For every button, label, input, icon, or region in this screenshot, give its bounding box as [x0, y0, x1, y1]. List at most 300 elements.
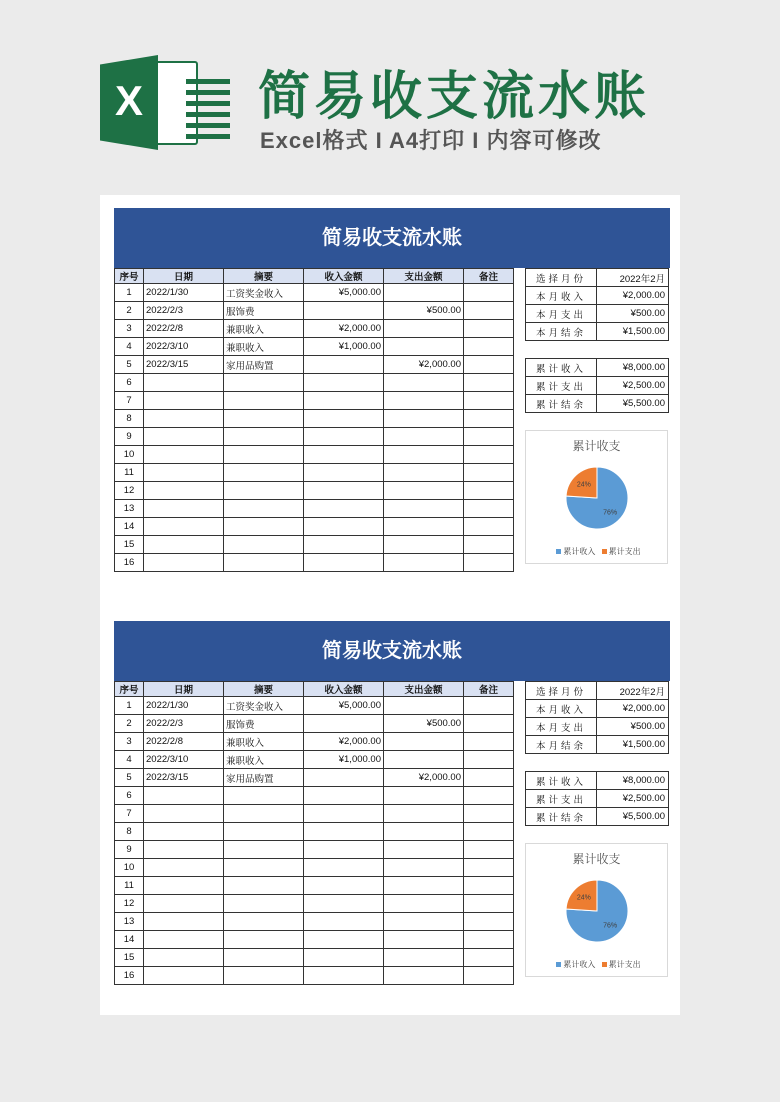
pie-data-label: 76% — [603, 509, 618, 517]
note-cell[interactable] — [464, 554, 514, 572]
description-cell[interactable]: 兼职收入 — [224, 751, 304, 769]
description-cell[interactable] — [224, 931, 304, 949]
legend-label: 累计支出 — [608, 547, 641, 556]
expense-cell[interactable] — [384, 949, 464, 967]
summary-label: 本月结余 — [526, 736, 597, 754]
legend-swatch-expense — [602, 549, 607, 554]
summary-value[interactable]: ¥2,500.00 — [597, 790, 669, 808]
row-number-cell[interactable]: 2 — [115, 302, 144, 320]
expense-cell[interactable]: ¥500.00 — [384, 715, 464, 733]
note-cell[interactable] — [464, 967, 514, 985]
month-summary-row — [526, 736, 669, 754]
note-cell[interactable] — [464, 284, 514, 302]
row-number-cell[interactable]: 12 — [115, 482, 144, 500]
table-row — [115, 500, 514, 518]
table-row — [115, 554, 514, 572]
row-number-cell[interactable]: 11 — [115, 877, 144, 895]
description-cell[interactable]: 服饰费 — [224, 715, 304, 733]
summary-value[interactable]: 2022年2月 — [597, 269, 669, 287]
row-number-cell[interactable]: 5 — [115, 356, 144, 374]
row-number-cell[interactable]: 1 — [115, 697, 144, 715]
row-number-cell[interactable]: 9 — [115, 841, 144, 859]
income-cell[interactable] — [304, 715, 384, 733]
expense-cell[interactable] — [384, 841, 464, 859]
row-number-cell[interactable]: 1 — [115, 284, 144, 302]
expense-cell[interactable] — [384, 518, 464, 536]
row-number-cell[interactable]: 2 — [115, 715, 144, 733]
chart-title: 累计收支 — [572, 439, 621, 453]
summary-value[interactable]: 2022年2月 — [597, 682, 669, 700]
note-cell[interactable] — [464, 464, 514, 482]
description-cell[interactable] — [224, 500, 304, 518]
expense-cell[interactable] — [384, 913, 464, 931]
income-cell[interactable]: ¥5,000.00 — [304, 284, 384, 302]
summary-label: 本月结余 — [526, 323, 597, 341]
summary-label: 累计结余 — [526, 808, 597, 826]
income-cell[interactable] — [304, 895, 384, 913]
expense-cell[interactable] — [384, 967, 464, 985]
excel-logo-icon — [100, 55, 200, 150]
income-cell[interactable] — [304, 769, 384, 787]
description-cell[interactable] — [224, 877, 304, 895]
note-cell[interactable] — [464, 410, 514, 428]
expense-cell[interactable] — [384, 338, 464, 356]
table-row — [115, 374, 514, 392]
date-cell[interactable] — [144, 913, 224, 931]
column-header[interactable]: 收入金额 — [304, 269, 384, 284]
table-row — [115, 769, 514, 787]
expense-cell[interactable] — [384, 931, 464, 949]
expense-cell[interactable] — [384, 823, 464, 841]
table-row — [115, 536, 514, 554]
income-cell[interactable] — [304, 410, 384, 428]
description-cell[interactable] — [224, 464, 304, 482]
expense-cell[interactable] — [384, 554, 464, 572]
chart-legend — [526, 546, 667, 557]
income-cell[interactable] — [304, 787, 384, 805]
date-cell[interactable]: 2022/3/10 — [144, 338, 224, 356]
row-number-cell[interactable]: 16 — [115, 554, 144, 572]
expense-cell[interactable]: ¥2,000.00 — [384, 356, 464, 374]
date-cell[interactable]: 2022/2/8 — [144, 733, 224, 751]
table-row — [115, 697, 514, 715]
row-number-cell[interactable]: 10 — [115, 446, 144, 464]
income-cell[interactable]: ¥1,000.00 — [304, 751, 384, 769]
description-cell[interactable] — [224, 823, 304, 841]
pie-chart-svg — [526, 431, 669, 565]
row-number-cell[interactable]: 15 — [115, 536, 144, 554]
pie-chart — [525, 843, 668, 977]
table-row — [115, 823, 514, 841]
date-cell[interactable] — [144, 374, 224, 392]
row-number-cell[interactable]: 6 — [115, 374, 144, 392]
description-cell[interactable] — [224, 913, 304, 931]
expense-cell[interactable] — [384, 464, 464, 482]
table-row — [115, 356, 514, 374]
date-cell[interactable] — [144, 446, 224, 464]
summary-label: 本月支出 — [526, 305, 597, 323]
income-cell[interactable] — [304, 877, 384, 895]
expense-cell[interactable]: ¥2,000.00 — [384, 769, 464, 787]
income-cell[interactable] — [304, 949, 384, 967]
note-cell[interactable] — [464, 913, 514, 931]
expense-cell[interactable] — [384, 697, 464, 715]
date-cell[interactable] — [144, 500, 224, 518]
summary-value[interactable]: ¥2,000.00 — [597, 287, 669, 305]
income-cell[interactable] — [304, 554, 384, 572]
legend-swatch-income — [556, 549, 561, 554]
description-cell[interactable] — [224, 805, 304, 823]
month-summary-row — [526, 287, 669, 305]
expense-cell[interactable] — [384, 877, 464, 895]
expense-cell[interactable] — [384, 536, 464, 554]
table-row — [115, 392, 514, 410]
table-row — [115, 302, 514, 320]
income-cell[interactable] — [304, 446, 384, 464]
sheet-banner-title: 简易收支流水账 — [114, 208, 670, 268]
date-cell[interactable]: 2022/1/30 — [144, 697, 224, 715]
legend-label: 累计收入 — [563, 547, 596, 556]
date-cell[interactable] — [144, 859, 224, 877]
summary-value[interactable]: ¥1,500.00 — [597, 736, 669, 754]
description-cell[interactable] — [224, 518, 304, 536]
total-summary-row — [526, 359, 669, 377]
table-row — [115, 518, 514, 536]
income-cell[interactable] — [304, 518, 384, 536]
description-cell[interactable] — [224, 967, 304, 985]
income-cell[interactable]: ¥2,000.00 — [304, 320, 384, 338]
note-cell[interactable] — [464, 500, 514, 518]
note-cell[interactable] — [464, 895, 514, 913]
summary-value[interactable]: ¥8,000.00 — [597, 359, 669, 377]
summary-value[interactable]: ¥500.00 — [597, 718, 669, 736]
date-cell[interactable] — [144, 949, 224, 967]
table-row — [115, 931, 514, 949]
date-cell[interactable] — [144, 823, 224, 841]
note-cell[interactable] — [464, 536, 514, 554]
income-cell[interactable] — [304, 841, 384, 859]
income-cell[interactable] — [304, 464, 384, 482]
expense-cell[interactable] — [384, 751, 464, 769]
table-row — [115, 410, 514, 428]
income-cell[interactable]: ¥1,000.00 — [304, 338, 384, 356]
date-cell[interactable]: 2022/2/3 — [144, 302, 224, 320]
pie-data-label: 24% — [576, 481, 591, 489]
description-cell[interactable] — [224, 392, 304, 410]
row-number-cell[interactable]: 9 — [115, 428, 144, 446]
month-summary-row — [526, 269, 669, 287]
total-summary-table — [525, 771, 669, 826]
income-cell[interactable] — [304, 356, 384, 374]
income-cell[interactable] — [304, 374, 384, 392]
row-number-cell[interactable]: 6 — [115, 787, 144, 805]
income-cell[interactable] — [304, 931, 384, 949]
row-number-cell[interactable]: 14 — [115, 518, 144, 536]
date-cell[interactable] — [144, 428, 224, 446]
description-cell[interactable]: 工资奖金收入 — [224, 697, 304, 715]
total-summary-row — [526, 790, 669, 808]
pie-data-label: 76% — [603, 922, 618, 930]
row-number-cell[interactable]: 8 — [115, 823, 144, 841]
expense-cell[interactable] — [384, 284, 464, 302]
row-number-cell[interactable]: 14 — [115, 931, 144, 949]
note-cell[interactable] — [464, 733, 514, 751]
row-number-cell[interactable]: 13 — [115, 913, 144, 931]
date-cell[interactable]: 2022/2/8 — [144, 320, 224, 338]
summary-label: 累计支出 — [526, 790, 597, 808]
summary-label: 选择月份 — [526, 269, 597, 287]
note-cell[interactable] — [464, 518, 514, 536]
note-cell[interactable] — [464, 338, 514, 356]
expense-cell[interactable] — [384, 482, 464, 500]
expense-cell[interactable]: ¥500.00 — [384, 302, 464, 320]
pie-chart — [525, 430, 668, 564]
month-summary-row — [526, 718, 669, 736]
expense-cell[interactable] — [384, 410, 464, 428]
expense-cell[interactable] — [384, 733, 464, 751]
row-number-cell[interactable]: 3 — [115, 733, 144, 751]
table-row — [115, 967, 514, 985]
note-cell[interactable] — [464, 841, 514, 859]
description-cell[interactable] — [224, 949, 304, 967]
date-cell[interactable] — [144, 392, 224, 410]
description-cell[interactable] — [224, 895, 304, 913]
column-header[interactable]: 日期 — [144, 269, 224, 284]
description-cell[interactable]: 工资奖金收入 — [224, 284, 304, 302]
total-summary-row — [526, 808, 669, 826]
table-row — [115, 733, 514, 751]
note-cell[interactable] — [464, 805, 514, 823]
summary-value[interactable]: ¥2,500.00 — [597, 377, 669, 395]
row-number-cell[interactable]: 7 — [115, 392, 144, 410]
summary-value[interactable]: ¥1,500.00 — [597, 323, 669, 341]
row-number-cell[interactable]: 7 — [115, 805, 144, 823]
sheet-banner-title: 简易收支流水账 — [114, 621, 670, 681]
description-cell[interactable] — [224, 554, 304, 572]
expense-cell[interactable] — [384, 320, 464, 338]
row-number-cell[interactable]: 13 — [115, 500, 144, 518]
income-cell[interactable] — [304, 967, 384, 985]
summary-label: 本月收入 — [526, 287, 597, 305]
row-number-cell[interactable]: 4 — [115, 338, 144, 356]
date-cell[interactable] — [144, 518, 224, 536]
row-number-cell[interactable]: 16 — [115, 967, 144, 985]
income-cell[interactable] — [304, 500, 384, 518]
description-cell[interactable] — [224, 536, 304, 554]
note-cell[interactable] — [464, 482, 514, 500]
row-number-cell[interactable]: 3 — [115, 320, 144, 338]
legend-swatch-expense — [602, 962, 607, 967]
table-row — [115, 949, 514, 967]
income-cell[interactable] — [304, 859, 384, 877]
date-cell[interactable] — [144, 877, 224, 895]
expense-cell[interactable] — [384, 805, 464, 823]
table-row — [115, 338, 514, 356]
table-row — [115, 464, 514, 482]
total-summary-row — [526, 377, 669, 395]
legend-label: 累计支出 — [608, 960, 641, 969]
income-cell[interactable]: ¥2,000.00 — [304, 733, 384, 751]
total-summary-table — [525, 358, 669, 413]
paper-sheet — [100, 195, 680, 1015]
date-cell[interactable] — [144, 805, 224, 823]
income-cell[interactable]: ¥5,000.00 — [304, 697, 384, 715]
description-cell[interactable]: 兼职收入 — [224, 338, 304, 356]
description-cell[interactable] — [224, 446, 304, 464]
description-cell[interactable] — [224, 841, 304, 859]
date-cell[interactable] — [144, 931, 224, 949]
total-summary-row — [526, 395, 669, 413]
expense-cell[interactable] — [384, 428, 464, 446]
expense-cell[interactable] — [384, 392, 464, 410]
expense-cell[interactable] — [384, 895, 464, 913]
month-summary-row — [526, 700, 669, 718]
ledger-header-row — [115, 682, 514, 697]
table-row — [115, 284, 514, 302]
table-row — [115, 446, 514, 464]
income-cell[interactable] — [304, 805, 384, 823]
note-cell[interactable] — [464, 931, 514, 949]
date-cell[interactable] — [144, 554, 224, 572]
row-number-cell[interactable]: 5 — [115, 769, 144, 787]
note-cell[interactable] — [464, 446, 514, 464]
summary-value[interactable]: ¥500.00 — [597, 305, 669, 323]
date-cell[interactable]: 2022/1/30 — [144, 284, 224, 302]
note-cell[interactable] — [464, 877, 514, 895]
note-cell[interactable] — [464, 302, 514, 320]
description-cell[interactable]: 兼职收入 — [224, 733, 304, 751]
column-header[interactable]: 摘要 — [224, 682, 304, 697]
summary-label: 选择月份 — [526, 682, 597, 700]
table-row — [115, 715, 514, 733]
description-cell[interactable]: 家用品购置 — [224, 769, 304, 787]
income-cell[interactable] — [304, 482, 384, 500]
date-cell[interactable]: 2022/3/15 — [144, 356, 224, 374]
date-cell[interactable] — [144, 410, 224, 428]
table-row — [115, 877, 514, 895]
date-cell[interactable] — [144, 536, 224, 554]
column-header[interactable]: 摘要 — [224, 269, 304, 284]
note-cell[interactable] — [464, 697, 514, 715]
date-cell[interactable]: 2022/3/15 — [144, 769, 224, 787]
summary-label: 累计支出 — [526, 377, 597, 395]
description-cell[interactable] — [224, 482, 304, 500]
page-header — [0, 0, 780, 190]
column-header[interactable]: 备注 — [464, 269, 514, 284]
note-cell[interactable] — [464, 751, 514, 769]
month-summary-table — [525, 268, 669, 341]
month-summary-table — [525, 681, 669, 754]
description-cell[interactable] — [224, 410, 304, 428]
pie-data-label: 24% — [576, 894, 591, 902]
ledger-table — [114, 681, 514, 985]
income-cell[interactable] — [304, 823, 384, 841]
description-cell[interactable] — [224, 428, 304, 446]
expense-cell[interactable] — [384, 500, 464, 518]
row-number-cell[interactable]: 10 — [115, 859, 144, 877]
date-cell[interactable] — [144, 895, 224, 913]
note-cell[interactable] — [464, 374, 514, 392]
column-header[interactable]: 日期 — [144, 682, 224, 697]
legend-swatch-income — [556, 962, 561, 967]
note-cell[interactable] — [464, 392, 514, 410]
income-cell[interactable] — [304, 302, 384, 320]
row-number-cell[interactable]: 8 — [115, 410, 144, 428]
column-header[interactable]: 支出金额 — [384, 269, 464, 284]
column-header[interactable]: 收入金额 — [304, 682, 384, 697]
income-cell[interactable] — [304, 536, 384, 554]
income-cell[interactable] — [304, 392, 384, 410]
column-header[interactable]: 序号 — [115, 269, 144, 284]
page-title: 简易收支流水账 — [258, 68, 651, 126]
note-cell[interactable] — [464, 320, 514, 338]
date-cell[interactable]: 2022/3/10 — [144, 751, 224, 769]
date-cell[interactable] — [144, 967, 224, 985]
note-cell[interactable] — [464, 787, 514, 805]
note-cell[interactable] — [464, 769, 514, 787]
table-row — [115, 751, 514, 769]
note-cell[interactable] — [464, 859, 514, 877]
note-cell[interactable] — [464, 949, 514, 967]
description-cell[interactable]: 服饰费 — [224, 302, 304, 320]
table-row — [115, 805, 514, 823]
table-row — [115, 482, 514, 500]
summary-value[interactable]: ¥8,000.00 — [597, 772, 669, 790]
column-header[interactable]: 备注 — [464, 682, 514, 697]
month-summary-row — [526, 305, 669, 323]
chart-legend — [526, 959, 667, 970]
income-cell[interactable] — [304, 913, 384, 931]
description-cell[interactable]: 兼职收入 — [224, 320, 304, 338]
table-row — [115, 859, 514, 877]
row-number-cell[interactable]: 15 — [115, 949, 144, 967]
ledger-sheet — [114, 621, 670, 981]
description-cell[interactable] — [224, 787, 304, 805]
date-cell[interactable]: 2022/2/3 — [144, 715, 224, 733]
note-cell[interactable] — [464, 428, 514, 446]
expense-cell[interactable] — [384, 374, 464, 392]
note-cell[interactable] — [464, 715, 514, 733]
expense-cell[interactable] — [384, 859, 464, 877]
description-cell[interactable] — [224, 374, 304, 392]
ledger-header-row — [115, 269, 514, 284]
date-cell[interactable] — [144, 787, 224, 805]
expense-cell[interactable] — [384, 787, 464, 805]
column-header[interactable]: 序号 — [115, 682, 144, 697]
description-cell[interactable] — [224, 859, 304, 877]
description-cell[interactable]: 家用品购置 — [224, 356, 304, 374]
date-cell[interactable] — [144, 464, 224, 482]
row-number-cell[interactable]: 4 — [115, 751, 144, 769]
table-row — [115, 913, 514, 931]
income-cell[interactable] — [304, 428, 384, 446]
column-header[interactable]: 支出金额 — [384, 682, 464, 697]
date-cell[interactable] — [144, 482, 224, 500]
row-number-cell[interactable]: 11 — [115, 464, 144, 482]
summary-label: 累计收入 — [526, 772, 597, 790]
summary-label: 本月支出 — [526, 718, 597, 736]
row-number-cell[interactable]: 12 — [115, 895, 144, 913]
note-cell[interactable] — [464, 356, 514, 374]
summary-value[interactable]: ¥5,500.00 — [597, 808, 669, 826]
table-row — [115, 428, 514, 446]
summary-value[interactable]: ¥5,500.00 — [597, 395, 669, 413]
summary-value[interactable]: ¥2,000.00 — [597, 700, 669, 718]
expense-cell[interactable] — [384, 446, 464, 464]
chart-title: 累计收支 — [572, 852, 621, 866]
date-cell[interactable] — [144, 841, 224, 859]
note-cell[interactable] — [464, 823, 514, 841]
